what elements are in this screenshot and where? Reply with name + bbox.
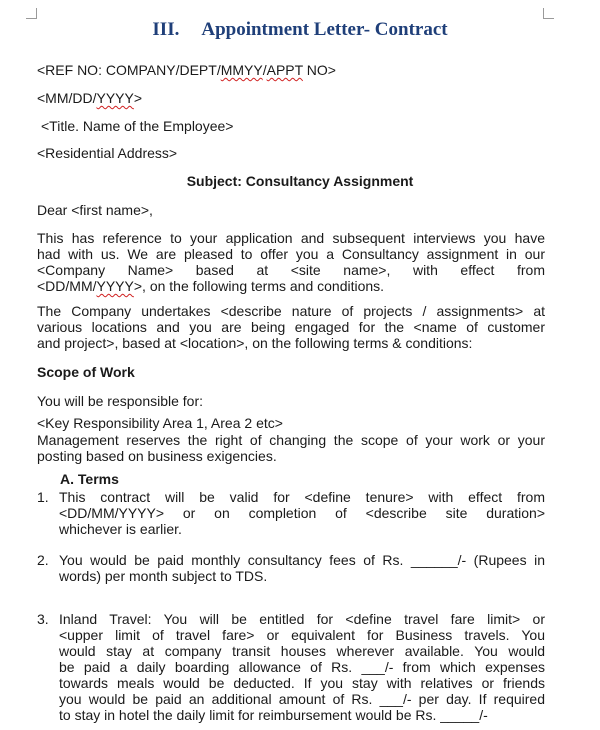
ref-prefix: <REF NO: COMPANY/DEPT/	[37, 62, 221, 78]
intro-date-yyyy: YYYY	[96, 278, 134, 294]
employee-name-line: <Title. Name of the Employee>	[41, 118, 234, 134]
engagement-line-2: various locations and you are being engaged for the <name of customer	[37, 319, 545, 335]
engagement-line-1: The Company undertakes <describe nature of projects / assignments> at	[37, 303, 545, 319]
date-yyyy: YYYY	[96, 90, 134, 106]
term-3-line-4: be paid a daily boarding allowance of Rs. ___/- from which expenses	[59, 659, 545, 675]
document-title	[0, 19, 600, 41]
term-1-line-3: whichever is earlier.	[59, 521, 182, 537]
intro-line-1: This has reference to your application and subsequent interviews you have	[37, 230, 545, 246]
term-number: 2.	[37, 552, 49, 568]
term-1-line-2: <DD/MM/YYYY> or on completion of <describe site duration>	[59, 505, 545, 521]
term-2-line-1: You would be paid monthly consultancy fees of Rs. ______/- (Rupees in	[59, 552, 545, 568]
term-3-line-2: <upper limit of travel fare> or equivalent for Business travels. You	[59, 627, 545, 643]
subject-line: Subject: Consultancy Assignment	[186, 173, 414, 189]
ref-suffix: NO>	[302, 62, 336, 78]
term-1-line-1: This contract will be valid for <define tenure> with effect from	[59, 489, 545, 505]
page-corner-mark-left	[26, 8, 37, 19]
intro-paragraph	[37, 230, 545, 294]
salutation: Dear <first name>,	[37, 202, 153, 218]
title-text: Appointment Letter- Contract	[201, 19, 448, 40]
ref-appt: APPT	[266, 62, 303, 78]
term-number: 1.	[37, 489, 49, 505]
term-3-line-5: towards meals would be deducted. If you stay with relatives or friends	[59, 675, 545, 691]
intro-date-suffix: >, on the following terms and conditions.	[133, 278, 385, 294]
term-3-line-6: you would be paid an additional amount of Rs. ___/- per day. If required	[59, 691, 545, 707]
ref-slash: /	[262, 62, 267, 78]
management-paragraph	[37, 432, 545, 464]
title-numeral: III.	[152, 19, 180, 40]
scope-kra: <Key Responsibility Area 1, Area 2 etc>	[37, 415, 283, 431]
term-3-line-7: to stay in hotel the daily limit for reimbursement would be Rs. _____/-	[59, 707, 488, 723]
terms-heading: A. Terms	[60, 471, 119, 487]
scope-responsible: You will be responsible for:	[37, 393, 204, 409]
intro-date-prefix: <DD/MM/	[37, 278, 97, 294]
ref-number-line	[37, 62, 336, 78]
term-3-line-3: would stay at company transit houses wherever available. You would	[59, 643, 545, 659]
date-line	[37, 90, 142, 106]
date-prefix: <MM/DD/	[37, 90, 97, 106]
term-3-line-1: Inland Travel: You will be entitled for <define travel fare limit> or	[59, 611, 545, 627]
intro-line-4	[37, 278, 545, 294]
ref-mmyy: MMYY	[220, 62, 263, 78]
page-corner-mark-right	[543, 8, 554, 19]
engagement-line-3: and project>, based at <location>, on the following terms & conditions:	[37, 335, 473, 351]
intro-line-3: <Company Name> based at <site name>, with effect from	[37, 262, 545, 278]
scope-heading: Scope of Work	[37, 364, 135, 380]
term-number: 3.	[37, 611, 49, 627]
management-line-1: Management reserves the right of changing the scope of your work or your	[37, 432, 545, 448]
date-suffix: >	[133, 90, 143, 106]
address-line: <Residential Address>	[37, 145, 178, 161]
engagement-paragraph	[37, 303, 545, 351]
intro-line-2: had with us. We are pleased to offer you a Consultancy assignment in our	[37, 246, 545, 262]
term-2-line-2: words) per month subject to TDS.	[59, 568, 268, 584]
management-line-2: posting based on business exigencies.	[37, 448, 277, 464]
